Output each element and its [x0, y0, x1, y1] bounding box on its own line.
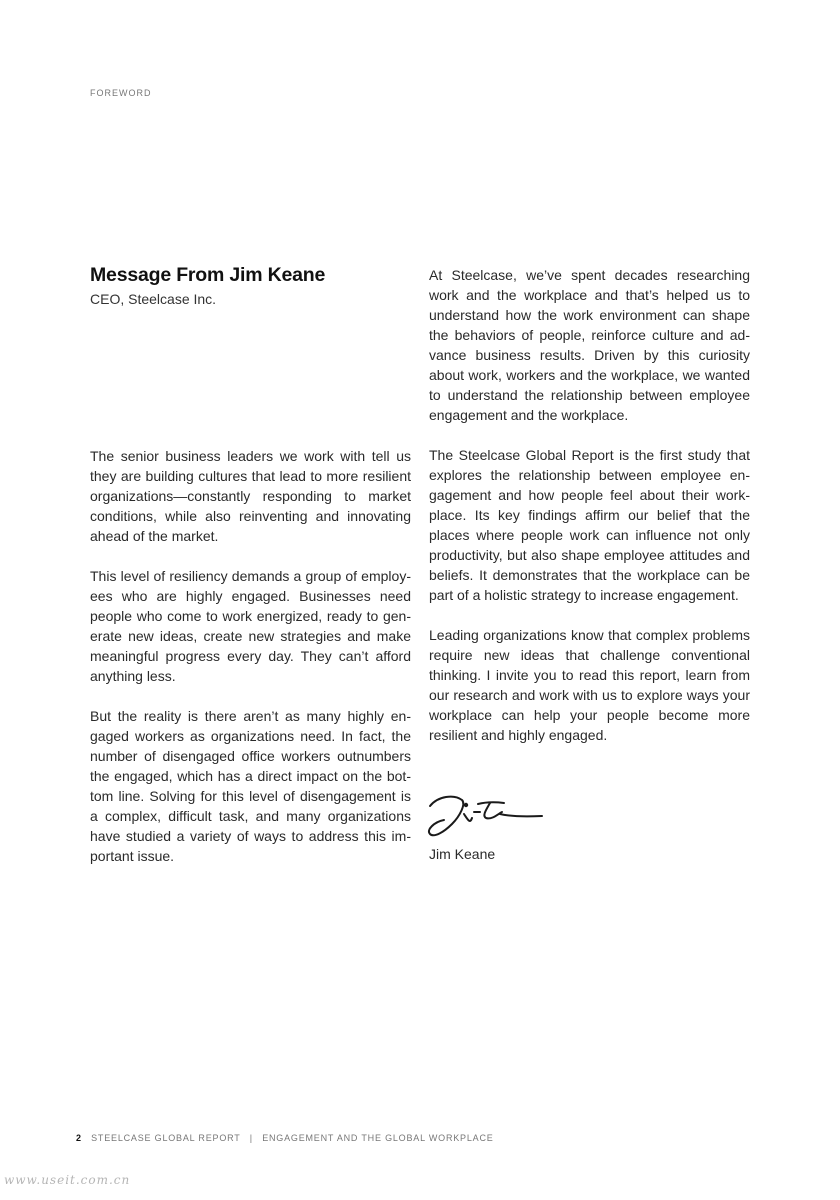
paragraph: The Steelcase Global Report is the first study that explores the relationship between employee engagement and how people feel about their workplace. Its key findings affirm our belief that the places where people work can influence not only productivity, but also shape employee attitudes and beliefs. It demonstrates that the workplace can be part of a holistic strategy to increase engagement.: [429, 447, 750, 603]
paragraph: Leading organizations know that complex problems require new ideas that challenge conventional thinking. I invite you to read this report, learn from our research and work with us to explore ways your workplace can help your people become more resilient and highly engaged.: [429, 627, 750, 743]
section-label: FOREWORD: [90, 88, 152, 98]
right-column: [429, 265, 750, 765]
footer-section: ENGAGEMENT AND THE GLOBAL WORKPLACE: [262, 1133, 494, 1143]
page-title: Message From Jim Keane: [90, 264, 326, 286]
author-role: CEO, Steelcase Inc.: [90, 291, 217, 307]
paragraph: At Steelcase, we’ve spent decades researching work and the workplace and that’s helped us to understand how the work environment can shape the behaviors of people, reinforce culture and advance business results. Driven by this curiosity about work, workers and the workplace, we wanted to understand the relationship between employee engagement and the workplace.: [429, 267, 750, 423]
footer-publication: STEELCASE GLOBAL REPORT: [91, 1133, 241, 1143]
handwritten-signature: [424, 790, 548, 842]
signer-name: Jim Keane: [429, 846, 496, 862]
footer-separator: |: [249, 1133, 253, 1143]
watermark: www.useit.com.cn: [4, 1173, 131, 1187]
page-footer: [76, 1133, 494, 1143]
paragraph: This level of resiliency demands a group of employees who are highly engaged. Businesses need people who come to work energized, ready to generate new ideas, create new strategies and make meaningful progress every day. They can’t afford anything less.: [90, 568, 411, 684]
paragraph: The senior business leaders we work with tell us they are building cultures that lead to more resilient organizations—constantly responding to market conditions, while also reinventing and innovating ahead of the market.: [90, 448, 411, 544]
page-number: 2: [76, 1133, 82, 1143]
left-column: [90, 446, 411, 886]
paragraph: But the reality is there aren’t as many highly engaged workers as organizations need. In fact, the number of disengaged office workers outnumbers the engaged, which has a direct impact on the bottom line. Solving for this level of disengagement is a complex, difficult task, and many organizations have studied a variety of ways to address this important issue.: [90, 708, 411, 864]
